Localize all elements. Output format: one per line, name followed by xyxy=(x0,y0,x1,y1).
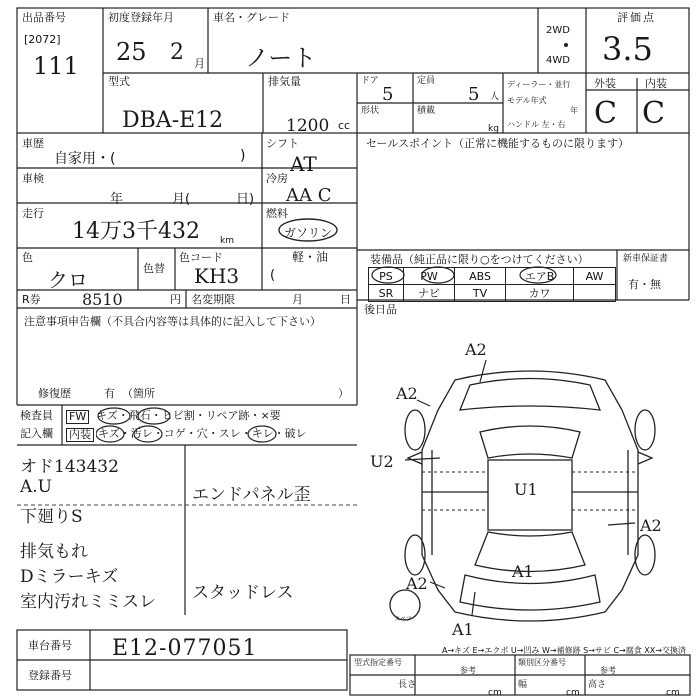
width-label: 幅 xyxy=(518,680,528,690)
equipment-ps: PS xyxy=(369,268,404,285)
note-line: A.U xyxy=(20,477,53,497)
model-value: DBA-E12 xyxy=(122,108,224,133)
displacement-unit: cc xyxy=(338,119,351,132)
chassis-label: 車台番号 xyxy=(28,639,72,652)
first-reg-month: 2 xyxy=(170,40,184,65)
note-line: 排気もれ xyxy=(20,542,88,562)
equipment-airbag: エアB xyxy=(506,268,574,285)
note-right-2: スタッドレス xyxy=(192,583,294,603)
repair-value: 有 xyxy=(104,387,115,400)
equipment-tv: TV xyxy=(455,285,506,302)
note-line: 下廻りS xyxy=(20,507,83,527)
fuel-label: 燃料 xyxy=(266,207,288,220)
repair-where: （箇所 xyxy=(122,387,155,400)
damage-legend: A→キズ E→エクボ U→凹み W→補修跡 S→サビ C→腐食 XX→交換済 xyxy=(442,646,686,655)
inspector-int-items: キズ・汚レ・コゲ・穴・スレ・キレ・破レ xyxy=(98,427,307,440)
lot-number: 111 xyxy=(33,52,79,80)
doors-value: 5 xyxy=(382,84,394,105)
model-designation-label: 型式指定番号 xyxy=(354,658,402,667)
sales-point-label: セールスポイント（正常に機能するものに限ります） xyxy=(366,137,630,150)
handwritten-notes-left xyxy=(20,452,180,612)
car-name-label: 車名・グレード xyxy=(213,11,290,24)
load-label: 積載 xyxy=(417,106,436,116)
equipment-row xyxy=(369,285,616,302)
exterior-label: 外装 xyxy=(594,77,616,90)
warranty-value: 有・無 xyxy=(628,278,661,291)
drive-4wd: 4WD xyxy=(546,55,570,66)
equipment-label: 装備品（純正品に限り○をつけてください） xyxy=(370,253,589,266)
inspector-ext-tag: FW xyxy=(66,410,89,424)
inspector-label-2: 記入欄 xyxy=(20,427,53,440)
color-value: クロ xyxy=(48,268,88,292)
inspector-label-1: 検査員 xyxy=(20,409,53,422)
aircon-label: 冷房 xyxy=(266,172,288,185)
reference-label: 参考 xyxy=(460,666,476,675)
equipment-pw: PW xyxy=(403,268,454,285)
mileage-label: 走行 xyxy=(22,207,44,220)
exterior-grade: C xyxy=(594,96,617,131)
aircon-value: AA C xyxy=(286,185,332,206)
title-deadline-label: 名変期限 xyxy=(191,293,235,306)
lot-code: [2072] xyxy=(24,33,61,46)
notes-label: 注意事項申告欄（不具合内容等は具体的に記入して下さい） xyxy=(24,315,321,328)
inspection-year: 年 xyxy=(110,192,124,207)
model-year-label: モデル年式 xyxy=(507,96,547,105)
damage-mark: A1 xyxy=(452,620,474,639)
equipment-abs: ABS xyxy=(455,268,506,285)
damage-mark: A2 xyxy=(396,384,418,403)
mileage-value: 14万3千432 xyxy=(72,219,200,244)
recycle-unit: 円 xyxy=(170,293,181,306)
fuel-paren: ( xyxy=(270,268,276,283)
category-label: 類別区分番号 xyxy=(518,658,566,667)
equipment-circles xyxy=(368,265,618,285)
displacement-label: 排気量 xyxy=(268,75,301,88)
damage-mark: U2 xyxy=(370,452,394,471)
interior-label: 内装 xyxy=(645,77,667,90)
color-code-value: KH3 xyxy=(194,264,240,288)
title-deadline-day: 日 xyxy=(340,293,351,306)
damage-mark: A1 xyxy=(512,562,534,581)
equipment-empty xyxy=(574,285,616,302)
recycle-value: 8510 xyxy=(82,290,123,309)
warranty-label: 新車保証書 xyxy=(623,254,669,264)
length-label: 長さ xyxy=(398,680,417,690)
back-seat-label: 後日品 xyxy=(364,303,397,316)
height-unit: cm xyxy=(666,688,680,698)
title-deadline-month: 月 xyxy=(292,293,303,306)
inspector-circles xyxy=(96,406,356,446)
shift-value: AT xyxy=(290,152,317,176)
repair-label: 修復歴 xyxy=(38,387,71,400)
displacement-value: 1200 xyxy=(286,116,330,136)
drive-2wd: 2WD xyxy=(546,25,570,36)
score-value: 3.5 xyxy=(602,30,653,68)
equipment-sr: SR xyxy=(369,285,404,302)
width-unit: cm xyxy=(566,688,580,698)
doors-label: ドア xyxy=(361,76,379,86)
reference-label-2: 参考 xyxy=(600,666,616,675)
model-label: 型式 xyxy=(108,75,130,88)
repair-close: ） xyxy=(338,387,349,400)
equipment-navi: ナビ xyxy=(403,285,454,302)
load-unit: kg xyxy=(488,124,499,134)
inspector-ext-items: キズ・飛石・ヒビ割・リペア跡・×要 xyxy=(96,409,281,422)
shape-label: 形状 xyxy=(361,106,380,116)
fuel-gasoline-circle xyxy=(276,216,340,244)
dealer-label: ディーラー・並行 xyxy=(507,80,571,89)
equipment-leather: カワ xyxy=(506,285,574,302)
model-year-unit: 年 xyxy=(570,106,578,115)
color-change-label: 色替 xyxy=(143,262,165,275)
note-right-1: エンドパネル歪 xyxy=(192,485,311,505)
inspection-label: 車検 xyxy=(22,172,44,185)
damage-mark: A2 xyxy=(465,340,487,359)
shift-label: シフト xyxy=(266,137,299,150)
interior-grade: C xyxy=(642,96,665,131)
first-reg-year: 25 xyxy=(116,38,147,66)
color-code-label: 色コード xyxy=(179,251,223,264)
capacity-unit: 人 xyxy=(490,92,500,102)
fuel-diesel: 軽・油 xyxy=(292,250,329,264)
height-label: 高さ xyxy=(588,680,607,690)
damage-mark: A2 xyxy=(406,574,428,593)
mileage-unit: km xyxy=(220,236,234,246)
note-line: 室内汚れミミスレ xyxy=(20,592,156,612)
capacity-label: 定員 xyxy=(417,76,436,86)
spare-label: スペア xyxy=(394,616,413,623)
inspector-int-tag: 内装 xyxy=(66,428,94,442)
damage-mark: A2 xyxy=(640,516,662,535)
history-label: 車歴 xyxy=(22,137,44,150)
car-name: ノート xyxy=(245,44,317,72)
first-reg-label: 初度登録年月 xyxy=(108,11,174,24)
capacity-value: 5 xyxy=(468,84,480,105)
inspection-month: 月( xyxy=(172,192,191,207)
color-label: 色 xyxy=(22,251,33,264)
first-reg-month-unit: 月 xyxy=(194,57,205,70)
length-unit: cm xyxy=(488,688,502,698)
history-value: 自家用・( xyxy=(54,151,116,167)
history-close: ) xyxy=(240,148,246,164)
note-line: Dミラーキズ xyxy=(20,567,119,587)
equipment-aw: AW xyxy=(574,268,616,285)
chassis-value: E12-077051 xyxy=(112,636,258,661)
handle-label: ハンドル 左・右 xyxy=(507,120,566,129)
inspection-day: 日) xyxy=(236,192,255,207)
note-line: オド143432 xyxy=(20,457,119,477)
fuel-gasoline: ガソリン xyxy=(284,226,333,240)
registration-label: 登録番号 xyxy=(28,669,72,682)
recycle-label: R券 xyxy=(22,293,41,306)
lot-label: 出品番号 xyxy=(22,11,66,24)
damage-mark: U1 xyxy=(514,480,538,499)
score-label: 評価点 xyxy=(617,11,656,24)
